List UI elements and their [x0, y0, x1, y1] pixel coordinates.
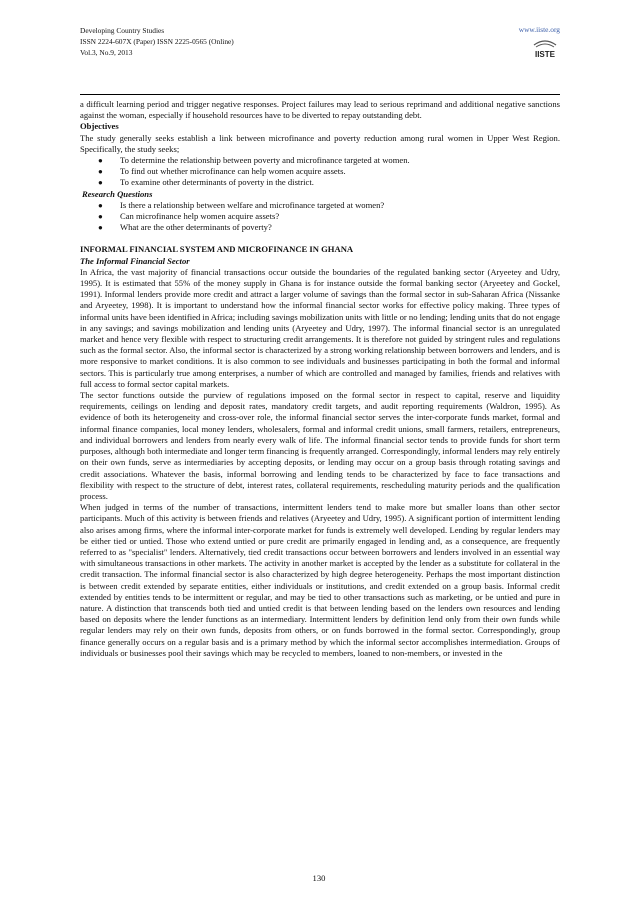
intro-paragraph: a difficult learning period and trigger negative responses. Project failures may lead to serious reprimand and additional negative sanctions against the woman, especially if household resources have to be diverted to repay outstanding debt. [80, 99, 560, 121]
objectives-text: The study generally seeks establish a link between microfinance and poverty reduction among rural women in Upper West Region. Specifically, the study seeks; [80, 132, 560, 154]
bullet-icon: ● [98, 212, 103, 222]
bullet-icon: ● [98, 200, 103, 210]
body-text [80, 99, 560, 659]
page-header [80, 25, 560, 93]
list-item [80, 155, 560, 166]
volume-line: Vol.3, No.9, 2013 [80, 48, 133, 57]
issn-line: ISSN 2224-607X (Paper) ISSN 2225-0565 (Online) [80, 37, 234, 46]
research-questions-list [80, 200, 560, 234]
logo-text: IISTE [534, 50, 556, 59]
objectives-list [80, 155, 560, 189]
body-paragraph: When judged in terms of the number of transactions, intermittent lenders tend to make more but smaller loans than other sector participants. Much of this activity is between friends and relatives (Aryeetey and Udry, 1995). A significant portion of intermittent lending also arises among firms, where the informal inter-corporate market for funds is extremely well developed. Lending by regular lenders may be either tied or untied. Those who extend untied or pure credit are primarily engaged in lending and, as a consequence, are frequently referred to as "specialist" lenders. Alternatively, tied credit transactions occur between borrowers and lenders involved in an essential way with simultaneous transactions in other markets. The activity in another market is accepted by the lender as a substitute for collateral in the credit transaction. The informal financial sector is also characterized by high degree heterogeneity. Perhaps the most important distinction is between credit extended by separate entities, either individuals or institutions, and credit extended on a group basis. Informal credit extended by entities tends to be intermittent or regular, and may be tied to other transactions such as marketing, or be untied and pure in nature. A distinction that transcends both tied and untied credit is that between lending based on the lenders own resources and lending based on deposits where the lender functions as an intermediary. Intermittent lenders by definition lend only from their own funds while regular lenders may rely on their own funds, deposits from others, or on funds borrowed in the formal sector. Correspondingly, group finance generally occurs on a regular basis and is a primary method by which the informal sector accomplishes intermediation. Groups of individuals or businesses pool their savings which may be recycled to members, loaned to non-members, or invested in the [80, 502, 560, 658]
journal-name: Developing Country Studies [80, 26, 165, 35]
body-paragraph: In Africa, the vast majority of financial transactions occur outside the boundaries of the regulated banking sector (Aryeetey and Udry, 1995). It is estimated that 55% of the money supply in Ghana is for instance outside the formal banking sector (Aryeetey and Gockel, 1991). Informal lenders provide more credit and attract a larger volume of savings than the formal sector in sub-Saharan Africa (Nissanke and Aryeetey, 1998). It is important to understand how the informal financial sector works for effective policy making. Three types of informal units have been identified in Africa; including savings mobilization units with little or no lending; lending units that do not engage in any savings; and savings mobilization and lending units (Aryeetey and Udry, 1997). The informal financial sector is an unregulated market and hence very flexible with respect to structuring credit arrangements. It is therefore not guided by stringent rules and regulations such as the formal sector. Also, the informal sector is characterized by a strong working relationship between borrowers and lenders, and is more responsive to market conditions. It is also common to see individuals and businesses participating in both the formal and informal sectors. This is particularly true among enterprises, a number of which are controlled and managed by families, friends and relatives with full access to formal sector capital markets. [80, 266, 560, 389]
journal-url-link[interactable]: www.iiste.org [518, 25, 560, 34]
page-number: 130 [312, 873, 326, 883]
body-paragraph: The sector functions outside the purview of regulations imposed on the formal sector in respect to capital, reserve and liquidity requirements, ceilings on lending and deposit rates, mandatory credit targets, and audit reporting requirements (Waldron, 1995). As evidence of both its heterogeneity and cross-over role, the informal financial sector serves the inter-corporate funds market, formal and informal finance companies, local money lenders, wholesalers, formal and informal credit unions, small farmers, retailers, entrepreneurs, and individual borrowers and lenders from nearly every walk of life. The informal financial sector tends to provide funds for short term purposes, although both intermediate and longer term financing is frequently arranged. Correspondingly, informal lenders may rely entirely on their own funds, serve as intermediaries by accepting deposits, or lending may occur on a group basis through rotating savings and credit associations. Whatever the basis, informal borrowing and lending tends to be characterized by face to face transactions and flexibility with respect to the structure of debt, interest rates, collateral requirements, rescheduling maturity periods and the qualification process. [80, 390, 560, 501]
list-item [80, 211, 560, 222]
objectives-heading: Objectives [80, 121, 119, 132]
list-item [80, 177, 560, 188]
research-questions-heading: Research Questions [82, 188, 153, 199]
section-title: INFORMAL FINANCIAL SYSTEM AND MICROFINANCE IN GHANA [80, 244, 354, 255]
iiste-logo-icon [532, 38, 558, 60]
header-divider [80, 94, 560, 95]
objective-text: To examine other determinants of poverty in the district. [120, 177, 314, 188]
list-item [80, 222, 560, 233]
list-item [80, 200, 560, 211]
question-text: Can microfinance help women acquire assets? [120, 211, 280, 222]
objective-text: To determine the relationship between poverty and microfinance targeted at women. [120, 155, 410, 166]
objective-text: To find out whether microfinance can help women acquire assets. [120, 166, 346, 177]
list-item [80, 166, 560, 177]
bullet-icon: ● [98, 178, 103, 188]
bullet-icon: ● [98, 223, 103, 233]
question-text: Is there a relationship between welfare and microfinance targeted at women? [120, 199, 385, 210]
bullet-icon: ● [98, 167, 103, 177]
section-subtitle: The Informal Financial Sector [80, 255, 190, 266]
bullet-icon: ● [98, 156, 103, 166]
question-text: What are the other determinants of poverty? [120, 222, 272, 233]
